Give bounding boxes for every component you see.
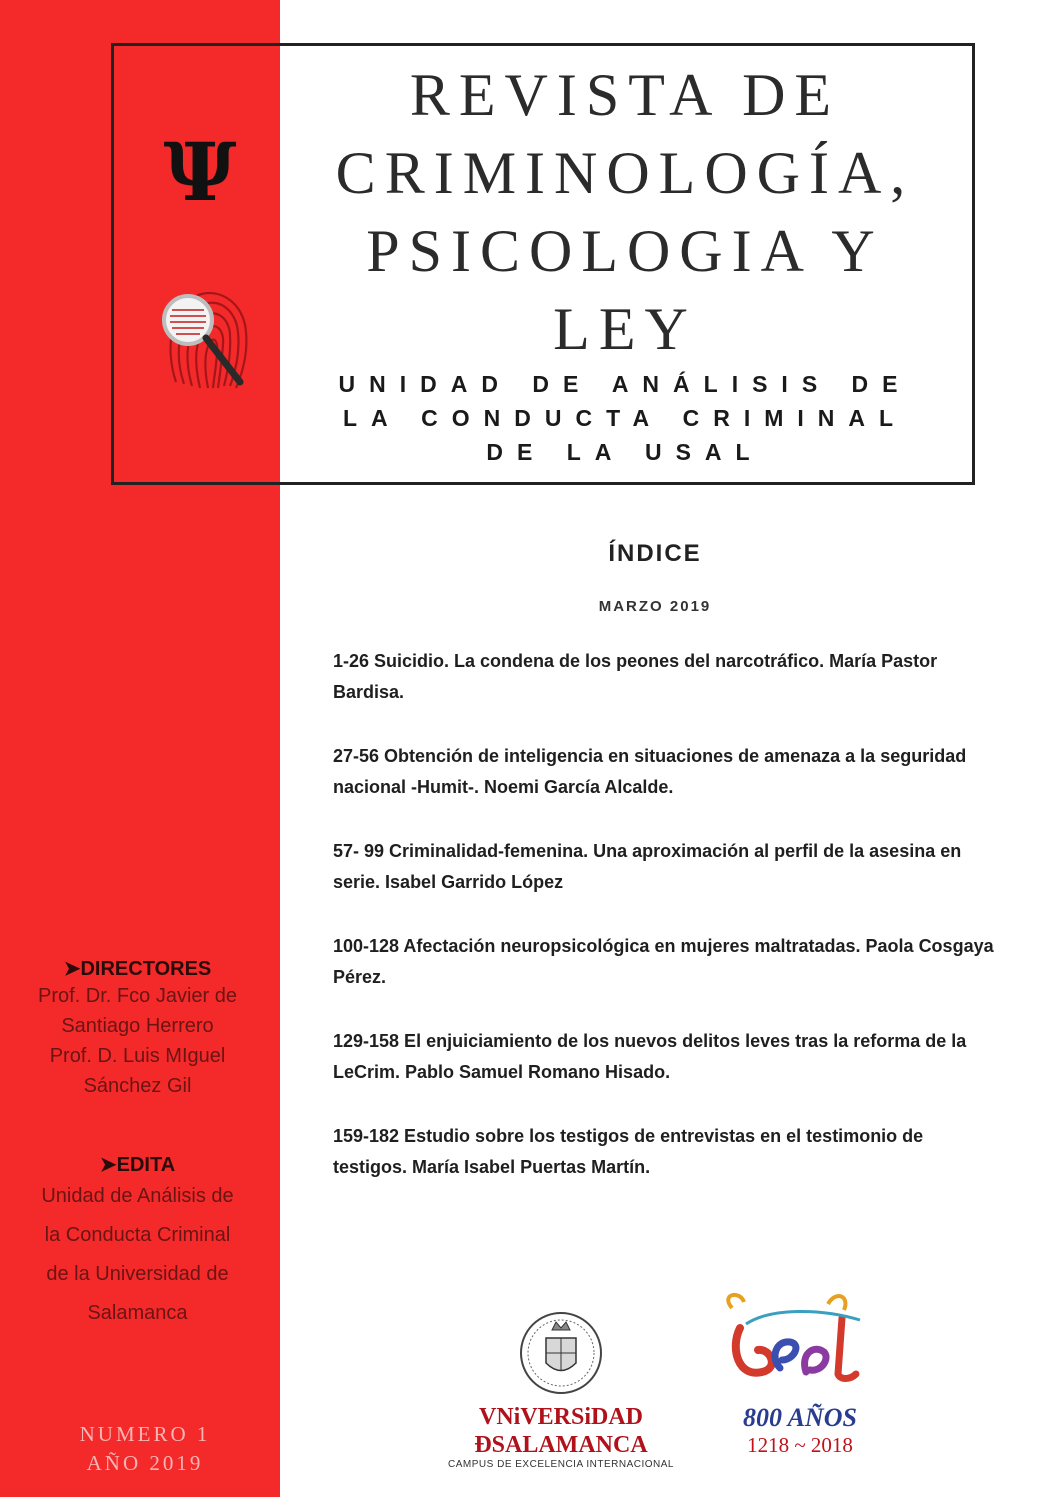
journal-title [290, 56, 960, 368]
director-line: Prof. D. Luis MIguel [49, 1045, 226, 1067]
university-name-line1: VNiVERSiDAD [478, 1404, 643, 1430]
title-line: CRIMINOLOGÍA, [335, 140, 915, 206]
edita-line: Unidad de Análisis de [41, 1185, 234, 1207]
psi-symbol-icon: Ψ [163, 125, 237, 219]
director-line: Prof. Dr. Fco Javier de [38, 985, 237, 1007]
director-line: Santiago Herrero [61, 1015, 214, 1037]
subtitle-line: UNIDAD DE ANÁLISIS DE [338, 371, 912, 397]
usal-800-anniversary-icon [710, 1288, 890, 1398]
university-seal-icon [516, 1308, 606, 1398]
anniversary-range: 1218 ~ 2018 [747, 1433, 853, 1457]
issue-number-label: NUMERO 1 [79, 1422, 211, 1446]
director-line: Sánchez Gil [83, 1075, 192, 1097]
toc-entry: 1-26 Suicidio. La condena de los peones del narcotráfico. María Pastor Bardisa. [333, 651, 938, 702]
university-logo [446, 1308, 676, 1488]
toc-entry: 129-158 El enjuiciamiento de los nuevos delitos leves tras la reforma de la LeCrim. Pablo Samuel Romano Hisado. [333, 1031, 967, 1082]
edita-heading: ➤EDITA [99, 1154, 176, 1176]
directors-heading: ➤DIRECTORES [63, 958, 212, 980]
directors-section [0, 956, 275, 1101]
toc-entry: 27-56 Obtención de inteligencia en situaciones de amenaza a la seguridad nacional -Humit-. Noemi García Alcalde. [333, 746, 967, 797]
toc-entry: 57- 99 Criminalidad-femenina. Una aproximación al perfil de la asesina en serie. Isabel Garrido López [333, 841, 962, 892]
fingerprint-magnifier-icon [156, 282, 251, 394]
university-campus-label: CAMPUS DE EXCELENCIA INTERNACIONAL [448, 1459, 674, 1470]
edita-line: de la Universidad de [46, 1263, 229, 1285]
toc-entry: 159-182 Estudio sobre los testigos de entrevistas en el testimonio de testigos. María Isabel Puertas Martín. [333, 1126, 924, 1177]
anniversary-logo [700, 1288, 900, 1488]
issue-date: MARZO 2019 [598, 598, 712, 615]
index-heading: ÍNDICE [608, 540, 702, 567]
journal-subtitle [290, 367, 960, 469]
anniversary-years-label: 800 AÑOS [743, 1403, 857, 1432]
title-line: PSICOLOGIA Y [366, 218, 884, 284]
edita-section [0, 1152, 275, 1333]
issue-year-label: AÑO 2019 [86, 1451, 204, 1475]
university-name-line2: ÐSALAMANCA [474, 1432, 648, 1458]
toc-entry: 100-128 Afectación neuropsicológica en mujeres maltratadas. Paola Cosgaya Pérez. [333, 936, 994, 987]
table-of-contents [333, 646, 998, 1216]
subtitle-line: LA CONDUCTA CRIMINAL [342, 405, 908, 431]
subtitle-line: DE LA USAL [486, 439, 764, 465]
title-line: REVISTA DE [409, 62, 841, 128]
title-line: LEY [553, 296, 697, 362]
edita-line: Salamanca [87, 1302, 188, 1324]
edita-line: la Conducta Criminal [44, 1224, 231, 1246]
issue-number [0, 1420, 290, 1478]
